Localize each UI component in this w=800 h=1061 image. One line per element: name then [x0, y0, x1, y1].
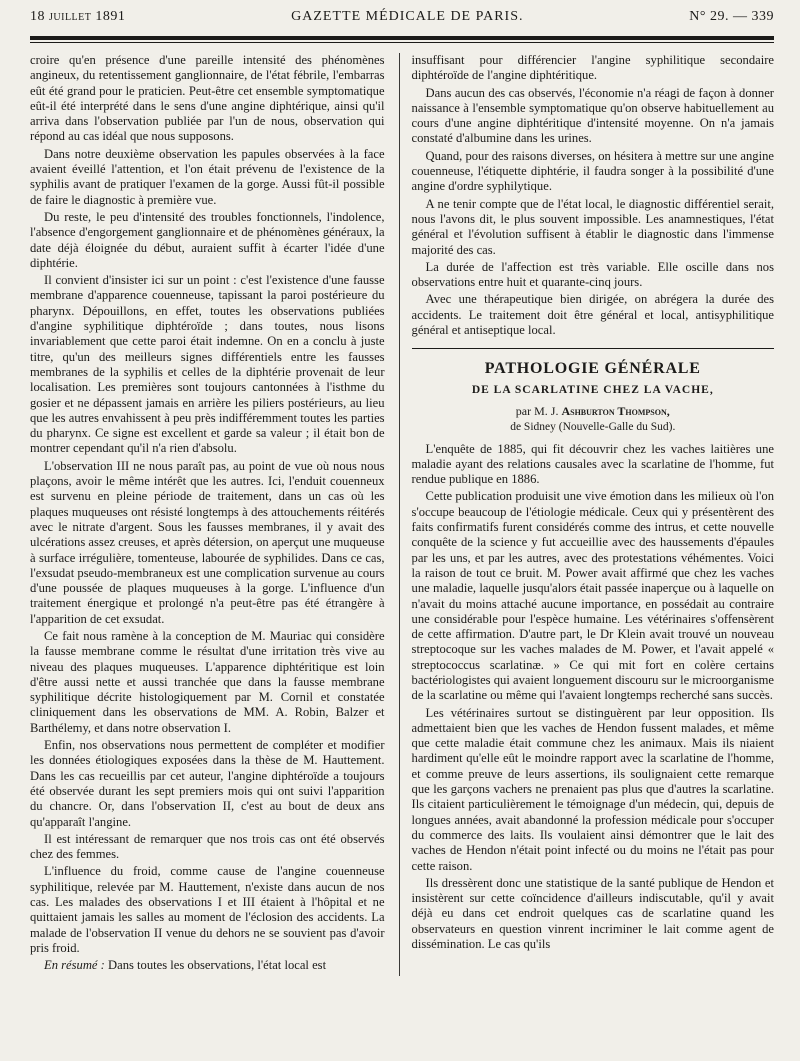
- left-paragraph-9: L'influence du froid, comme cause de l'angine couenneuse syphilitique, relevée par M. Hauttement, n'existe dans aucun de nos cas. Les malades des observations I et III étaient à l'hôpital et ne quittaient jamais les salles au moment de l'éclosion des accidents. La malade de l'observation II venue du dehors ne se souvient pas d'avoir pris froid.: [30, 864, 385, 955]
- column-divider: [399, 53, 400, 976]
- article-byline: [412, 404, 774, 419]
- left-paragraph-1: croire qu'en présence d'une pareille intensité des phénomènes angineux, du retentissement ganglionnaire, de l'état fébrile, l'embarras eût été grand pour le praticien. Peut-être cet ensemble symptomatique eût-il été interprété dans le sens d'une angine diphtérique, ainsi qu'il arriva dans l'observation publiée par l'un de nous, observation qui répond au cas idéal que nous supposons.: [30, 53, 385, 144]
- article-paragraph-2: Cette publication produisit une vive émotion dans les milieux où l'on s'occupe beaucoup de l'étiologie médicale. Ceux qui y présentèrent des faits confirmatifs furent considérés comme des intrus, et cette nouvelle conquête de la science y fut accueillie avec des haussements d'épaules par les uns, et par les autres, avec des protestations véhémentes. Voici la raison de tout ce bruit. M. Power avait affirmé que chez les vaches une maladie, laquelle jusqu'alors était passée inaperçue ou à laquelle on n'avait du moins attaché aucune importance, en possédait au contraire une considérable pour l'espèce humaine. Les vétérinaires s'offensèrent de cette affirmation. D'autre part, le Dr Klein avait trouvé un nouveau streptocoque sur les vaches malades de M. Power, et l'avait appelé « streptococcus scarlatinæ. » Ce qui mit fort en colère certains bactériologistes qui avaient longuement discouru sur le microorganisme de la scarlatine ou même qui l'avaient longtemps recherché sans succès.: [411, 489, 774, 703]
- left-paragraph-4: Il convient d'insister ici sur un point : c'est l'existence d'une fausse membrane d'apparence couenneuse, tapissant la paroi postérieure du pharynx. Dépouillons, en effet, toutes les observations publiées d'angine syphilitique diphtéroïde ; dans toutes, nous lisons invariablement que cette paroi était indemne. On en a conclu à juste titre, qu'un des meilleurs signes différentiels entre les fausses membranes de la syphilis et celles de la diphtérie provenait de leur localisation. Les premières sont toujours cantonnées à l'isthme du gosier et ne dépassent jamais en arrière les piliers postérieurs, au lieu que les autres envahissent à peu près indifféremment toutes les parties du pharynx. Ce signe est excellent et garde sa valeur ; il était bon de montrer cependant qu'il n'a rien d'absolu.: [30, 273, 385, 456]
- left-paragraph-7: Enfin, nos observations nous permettent de compléter et modifier les données étiologiques exposées dans la thèse de M. Hauttement. Dans les cas recueillis par cet auteur, l'angine diphtéroïde a toujours été observée durant les sept premiers mois qui ont suivi l'apparition du chancre. Or, dans l'observation II, c'est au bout de deux ans qu'apparaît l'angine.: [30, 738, 385, 829]
- right-paragraph-2: Dans aucun des cas observés, l'économie n'a réagi de façon à donner naissance à l'ensemble symptomatique qu'on observe habituellement au cours d'une angine diphtéritique d'intensité moyenne. On n'a jamais constaté d'albumine dans les urines.: [411, 85, 774, 146]
- resume-label: En résumé :: [44, 958, 105, 973]
- left-paragraph-10: [30, 958, 385, 973]
- left-column: [30, 53, 393, 976]
- right-paragraph-1: insuffisant pour différencier l'angine syphilitique secondaire diphtéroïde de l'angine diphtéritique.: [411, 53, 774, 83]
- author-name: Ashburton Thompson,: [561, 403, 670, 418]
- right-paragraph-4: A ne tenir compte que de l'état local, le diagnostic différentiel serait, nous l'avons dit, le plus souvent impossible. Les anamnestiques, l'état général et l'évolution suffisent à établir le diagnostic dans l'immense majorité des cas.: [411, 196, 774, 257]
- header-rule-thin: [30, 42, 774, 43]
- article-paragraph-4: Ils dressèrent donc une statistique de la santé publique de Hendon et insistèrent sur cette coïncidence d'ailleurs indiscutable, qu'il y avait déjà eu dans cet endroit quelques cas de scarlatine quand les observateurs en question vinrent incriminer le lait comme agent de dissémination. Le cas qu'ils: [411, 875, 774, 952]
- left-paragraph-3: Du reste, le peu d'intensité des troubles fonctionnels, l'indolence, l'absence d'engorgement ganglionnaire et de phénomènes généraux, la date déjà éloignée du début, auraient suffit à écarter l'idée d'une diphtérie.: [30, 209, 385, 270]
- left-paragraph-8: Il est intéressant de remarquer que nos trois cas ont été observés chez des femmes.: [30, 831, 385, 862]
- article-paragraph-1: L'enquête de 1885, qui fit découvrir chez les vaches laitières une maladie ayant des relations causales avec la scarlatine de l'homme, fut rendue publique en 1886.: [411, 441, 774, 487]
- author-affiliation: de Sidney (Nouvelle-Galle du Sud).: [510, 421, 676, 434]
- resume-text: Dans toutes les observations, l'état local est: [104, 958, 327, 973]
- right-column: [406, 53, 774, 976]
- header-rule-thick: [30, 36, 774, 40]
- article-title: DE LA SCARLATINE CHEZ LA VACHE,: [471, 383, 714, 396]
- header-title: GAZETTE MÉDICALE DE PARIS.: [291, 9, 524, 24]
- right-paragraph-3: Quand, pour des raisons diverses, on hésitera à mettre sur une angine couenneuse, l'étiquette diphtérie, il faudra songer à la possibilité d'une angine d'ordre syphilytique.: [411, 148, 774, 194]
- right-paragraph-6: Avec une thérapeutique bien dirigée, on abrégera la durée des accidents. Le traitement doit être général et local, antisyphilitique général et antiseptique local.: [411, 292, 774, 338]
- byline-prefix: par M. J.: [515, 403, 562, 418]
- left-paragraph-6: Ce fait nous ramène à la conception de M. Mauriac qui considère la fausse membrane comme le résultat d'une irritation très vive au niveau des plaques muqueuses. L'apparence diphtéritique est loin d'être aussi nette et aussi tranchée que dans la fausse membrane syphilitique décrite histologiquement par M. Cornil et constatée cliniquement dans les observations de MM. A. Robin, Balzer et Barthélemy, et dans notre observation I.: [30, 628, 385, 735]
- header-issue: N° 29. — 339: [689, 9, 774, 24]
- left-paragraph-5: L'observation III ne nous paraît pas, au point de vue où nous nous plaçons, avoir le même intérêt que les autres. Ici, l'enduit couenneux est survenu en pleine période de traitement, dans un cas où les plaques muqueuses ont résisté longtemps à des attouchements réitérés avec le nitrate d'argent. Sous les fausses membranes, il y avait des ulcérations assez creuses, et après détersion, on aperçut une muqueuse à surface irrégulière, tomenteuse, labourée de syphilides. Dans ce cas, l'exsudat pseudo-membraneux est une complication survenue au cours d'une poussée de plaques muqueuses à la gorge. L'influence d'un traitement énergique et prolongé n'a peut-être pas été étrangère à l'apparition de cet exsudat.: [30, 458, 385, 626]
- left-paragraph-2: Dans notre deuxième observation les papules observées à la face avaient éveillé l'attention, et l'on était prévenu de l'existence de la syphilis avant de pratiquer l'examen de la gorge. Aussi fût-il possible de faire le diagnostic à première vue.: [30, 146, 385, 207]
- two-column-body: [30, 53, 774, 976]
- running-header: [30, 0, 774, 33]
- right-paragraph-5: La durée de l'affection est très variable. Elle oscille dans nos observations entre huit et quarante-cinq jours.: [411, 259, 774, 290]
- article-paragraph-3: Les vétérinaires surtout se distinguèrent par leur opposition. Ils admettaient bien que les vaches de Hendon fussent malades, et même que cette maladie était commune chez les animaux. Mais ils niaient hardiment qu'elle eût le moindre rapport avec la scarlatine de l'homme, et comme preuve de leurs assertions, ils soulignaient cette remarque que les garçons vachers ne prenaient pas plus que d'autres la scarlatine. Ils citaient particulièrement le témoignage d'un médecin, qui, depuis de longues années, avait abandonné la profession médicale pour s'occuper du commerce des laits. Ils voulaient ainsi démontrer que le lait des vaches de Hendon n'était point infecté ou du moins ne l'était pas pour cette raison.: [411, 705, 774, 873]
- section-separator: [412, 348, 774, 349]
- header-date: 18 juillet 1891: [30, 9, 126, 24]
- section-title: PATHOLOGIE GÉNÉRALE: [484, 360, 701, 378]
